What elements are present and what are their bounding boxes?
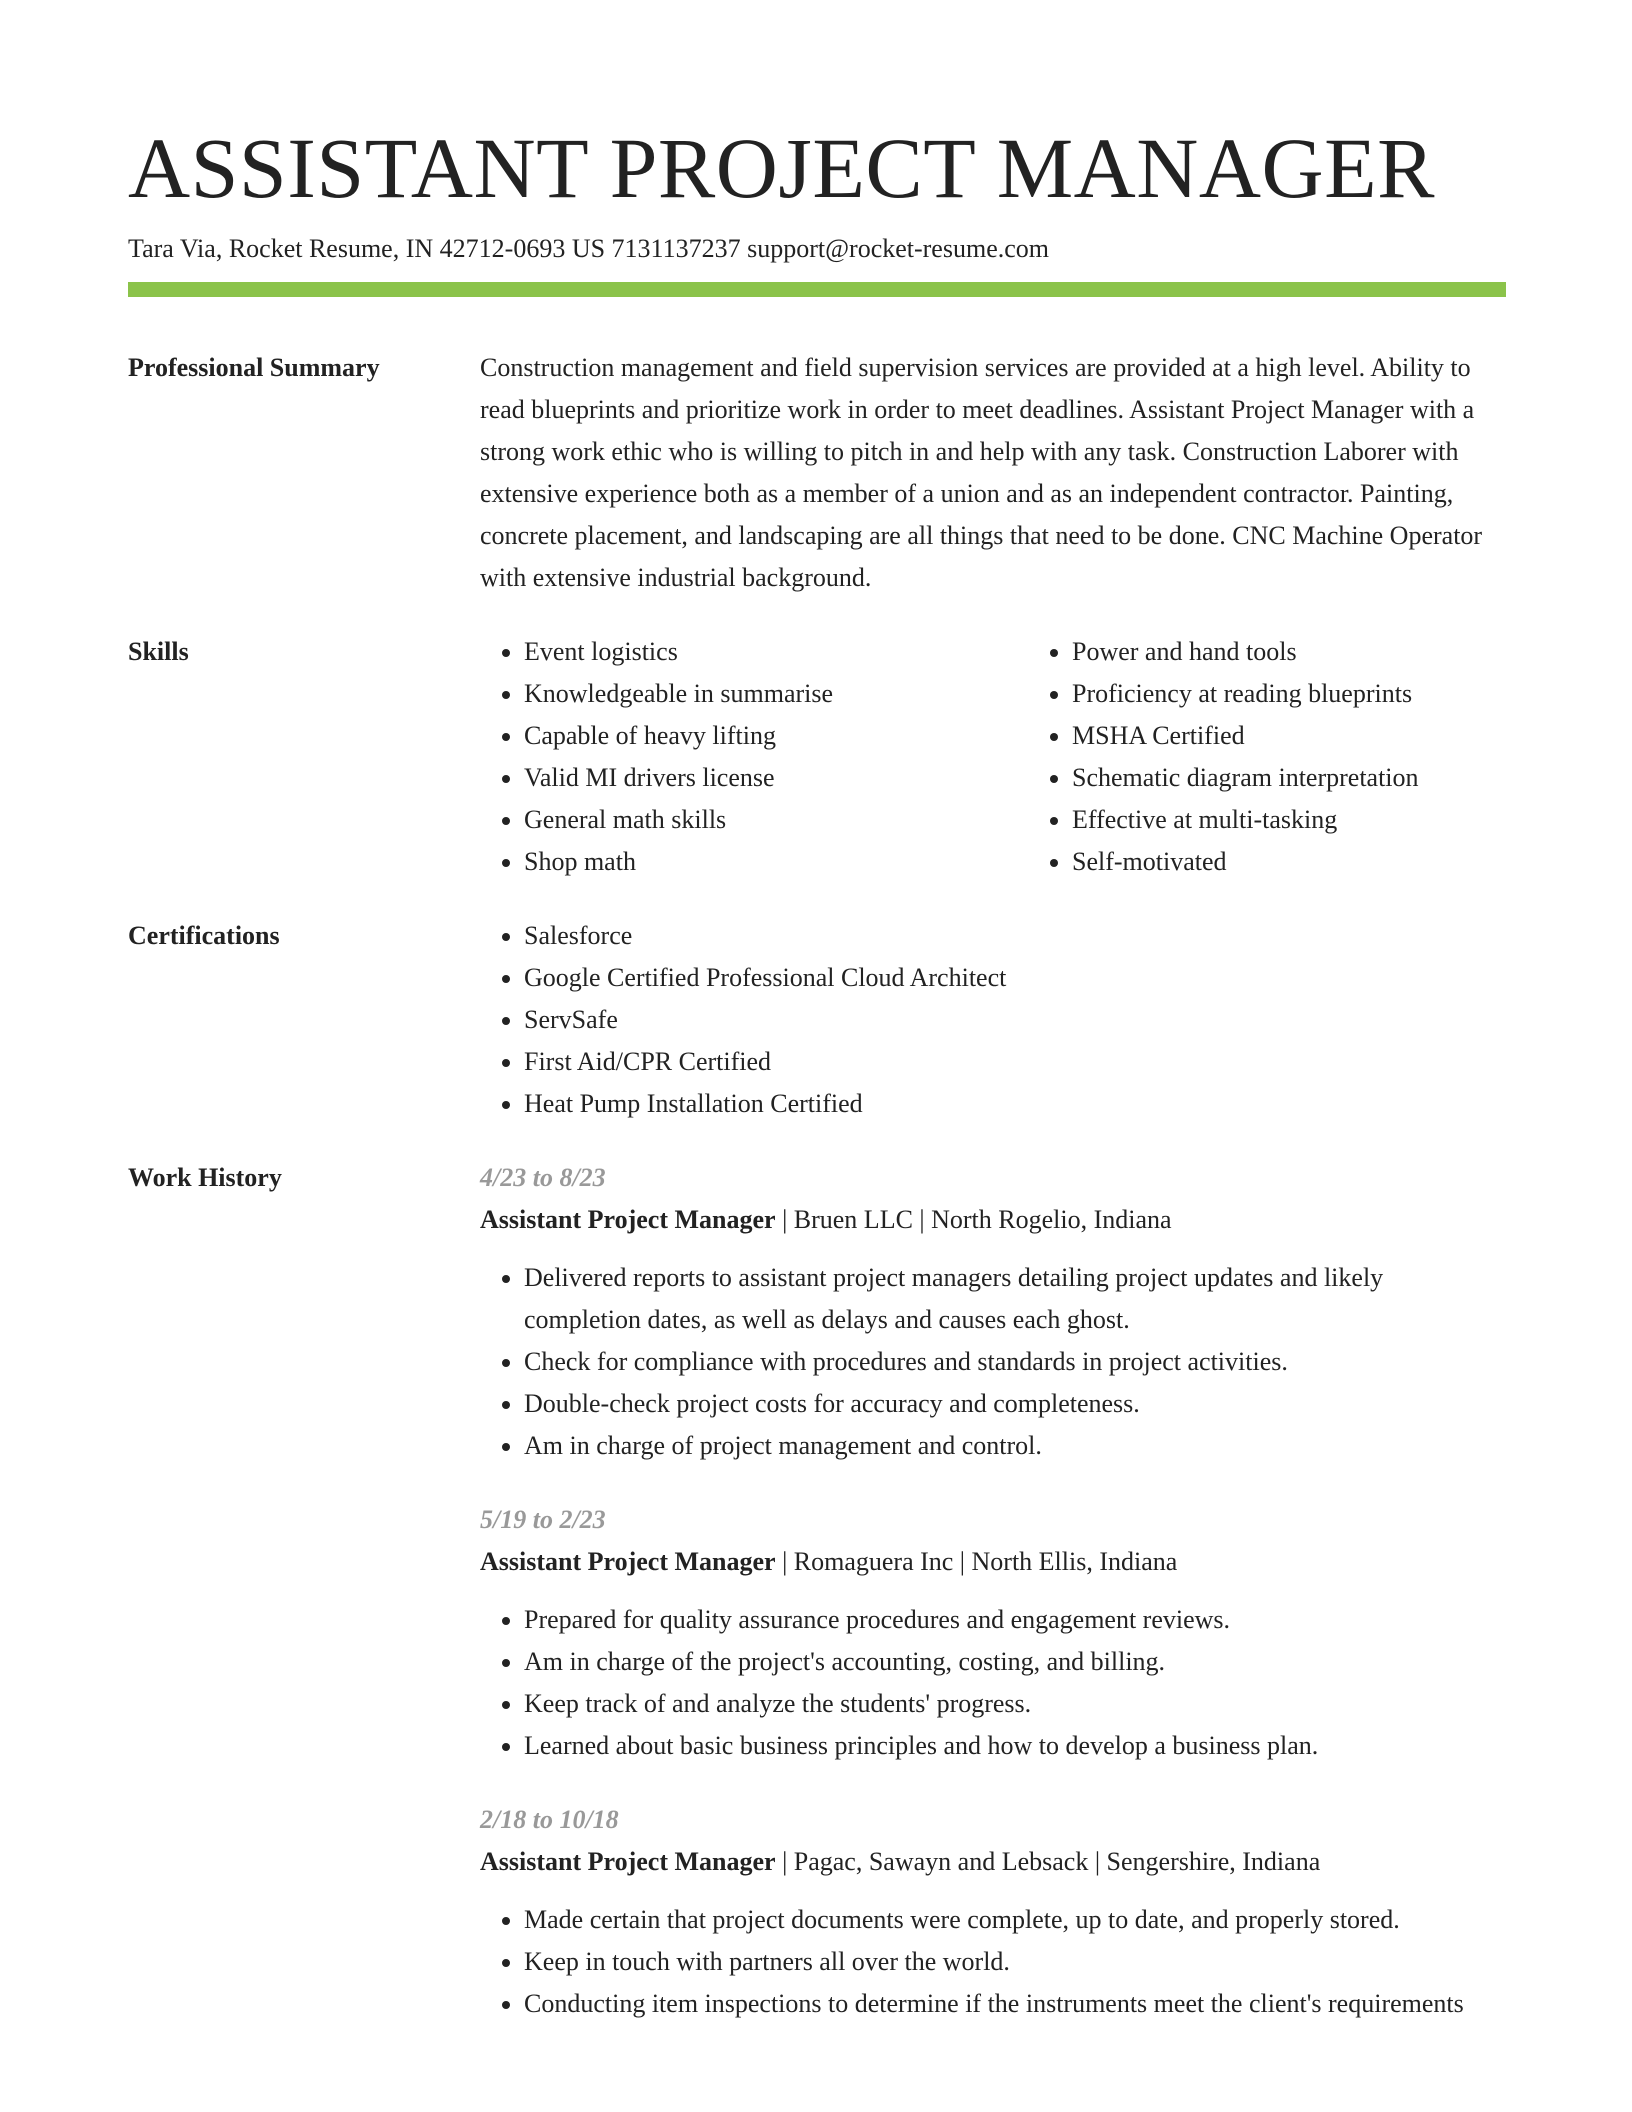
job-title: Assistant Project Manager [480,1847,776,1876]
skill-item: • Effective at multi-tasking [1072,799,1506,841]
job-entry [480,1499,1506,1767]
certification-item: • ServSafe [524,999,1506,1041]
job-bullet: • Keep track of and analyze the students' progress. [524,1683,1506,1725]
summary-text: Construction management and field supervision services are provided at a high level. Ability to read blueprints and prioritize work in order to meet deadlines. Assistant Project Manager with a strong work ethic who is willing to pitch in and help with any task. Construction Laborer with extensive experience both as a member of a union and as an independent contractor. Painting, concrete placement, and landscaping are all things that need to be done. CNC Machine Operator with extensive industrial background. [480,353,1483,592]
skill-item: • Power and hand tools [1072,631,1506,673]
section-label: Skills [128,637,189,666]
skills-list-left [480,631,1028,883]
skill-item: • Valid MI drivers license [524,757,1028,799]
job-bullet: • Prepared for quality assurance procedures and engagement reviews. [524,1599,1506,1641]
job-bullet: • Made certain that project documents were complete, up to date, and properly stored. [524,1899,1506,1941]
job-role-line [480,1199,1506,1241]
job-bullet: • Delivered reports to assistant project managers detailing project updates and likely completion dates, as well as delays and causes each ghost. [524,1257,1506,1341]
skill-item: • MSHA Certified [1072,715,1506,757]
resume-title: ASSISTANT PROJECT MANAGER [128,120,1435,216]
certification-item: • First Aid/CPR Certified [524,1041,1506,1083]
skill-item: • General math skills [524,799,1028,841]
section-label: Professional Summary [128,353,380,382]
section-certifications [128,915,1506,1125]
job-bullets [480,1257,1506,1467]
skills-columns [480,631,1506,883]
skill-item: • Shop math [524,841,1028,883]
certifications-list [480,915,1506,1125]
section-professional-summary [128,347,1506,599]
job-dates: 5/19 to 2/23 [480,1505,606,1534]
job-bullets [480,1899,1506,2025]
job-bullet: • Learned about basic business principles and how to develop a business plan. [524,1725,1506,1767]
section-work-history [128,1157,1506,2025]
contact-line: Tara Via, Rocket Resume, IN 42712-0693 US 7131137237 support@rocket-resume.com [128,234,1049,263]
certification-item: • Heat Pump Installation Certified [524,1083,1506,1125]
job-details: | Pagac, Sawayn and Lebsack | Sengershire, Indiana [775,1847,1321,1876]
job-details: | Romaguera Inc | North Ellis, Indiana [775,1547,1178,1576]
section-label: Certifications [128,921,280,950]
certification-item: • Salesforce [524,915,1506,957]
job-bullet: • Am in charge of project management and control. [524,1425,1506,1467]
job-role-line [480,1841,1506,1883]
job-title: Assistant Project Manager [480,1205,776,1234]
skill-item: • Capable of heavy lifting [524,715,1028,757]
skill-item: • Self-motivated [1072,841,1506,883]
certification-item: • Google Certified Professional Cloud Architect [524,957,1506,999]
job-title: Assistant Project Manager [480,1547,776,1576]
job-role-line [480,1541,1506,1583]
job-bullet: • Am in charge of the project's accounting, costing, and billing. [524,1641,1506,1683]
skill-item: • Event logistics [524,631,1028,673]
accent-divider [128,282,1506,297]
job-bullet: • Check for compliance with procedures and standards in project activities. [524,1341,1506,1383]
section-label: Work History [128,1163,282,1192]
job-entry [480,1799,1506,2025]
skills-list-right [1028,631,1506,883]
skill-item: • Schematic diagram interpretation [1072,757,1506,799]
job-dates: 4/23 to 8/23 [480,1163,606,1192]
job-bullet: • Conducting item inspections to determine if the instruments meet the client's requirements [524,1983,1506,2025]
job-bullet: • Keep in touch with partners all over the world. [524,1941,1506,1983]
work-history-content [480,1157,1506,2025]
resume-page [128,118,1506,2025]
job-details: | Bruen LLC | North Rogelio, Indiana [775,1205,1172,1234]
job-bullets [480,1599,1506,1767]
certifications-content [480,915,1506,1125]
job-bullet: • Double-check project costs for accuracy and completeness. [524,1383,1506,1425]
job-entry [480,1157,1506,1467]
skill-item: • Proficiency at reading blueprints [1072,673,1506,715]
job-dates: 2/18 to 10/18 [480,1805,619,1834]
skill-item: • Knowledgeable in summarise [524,673,1028,715]
section-skills [128,631,1506,883]
